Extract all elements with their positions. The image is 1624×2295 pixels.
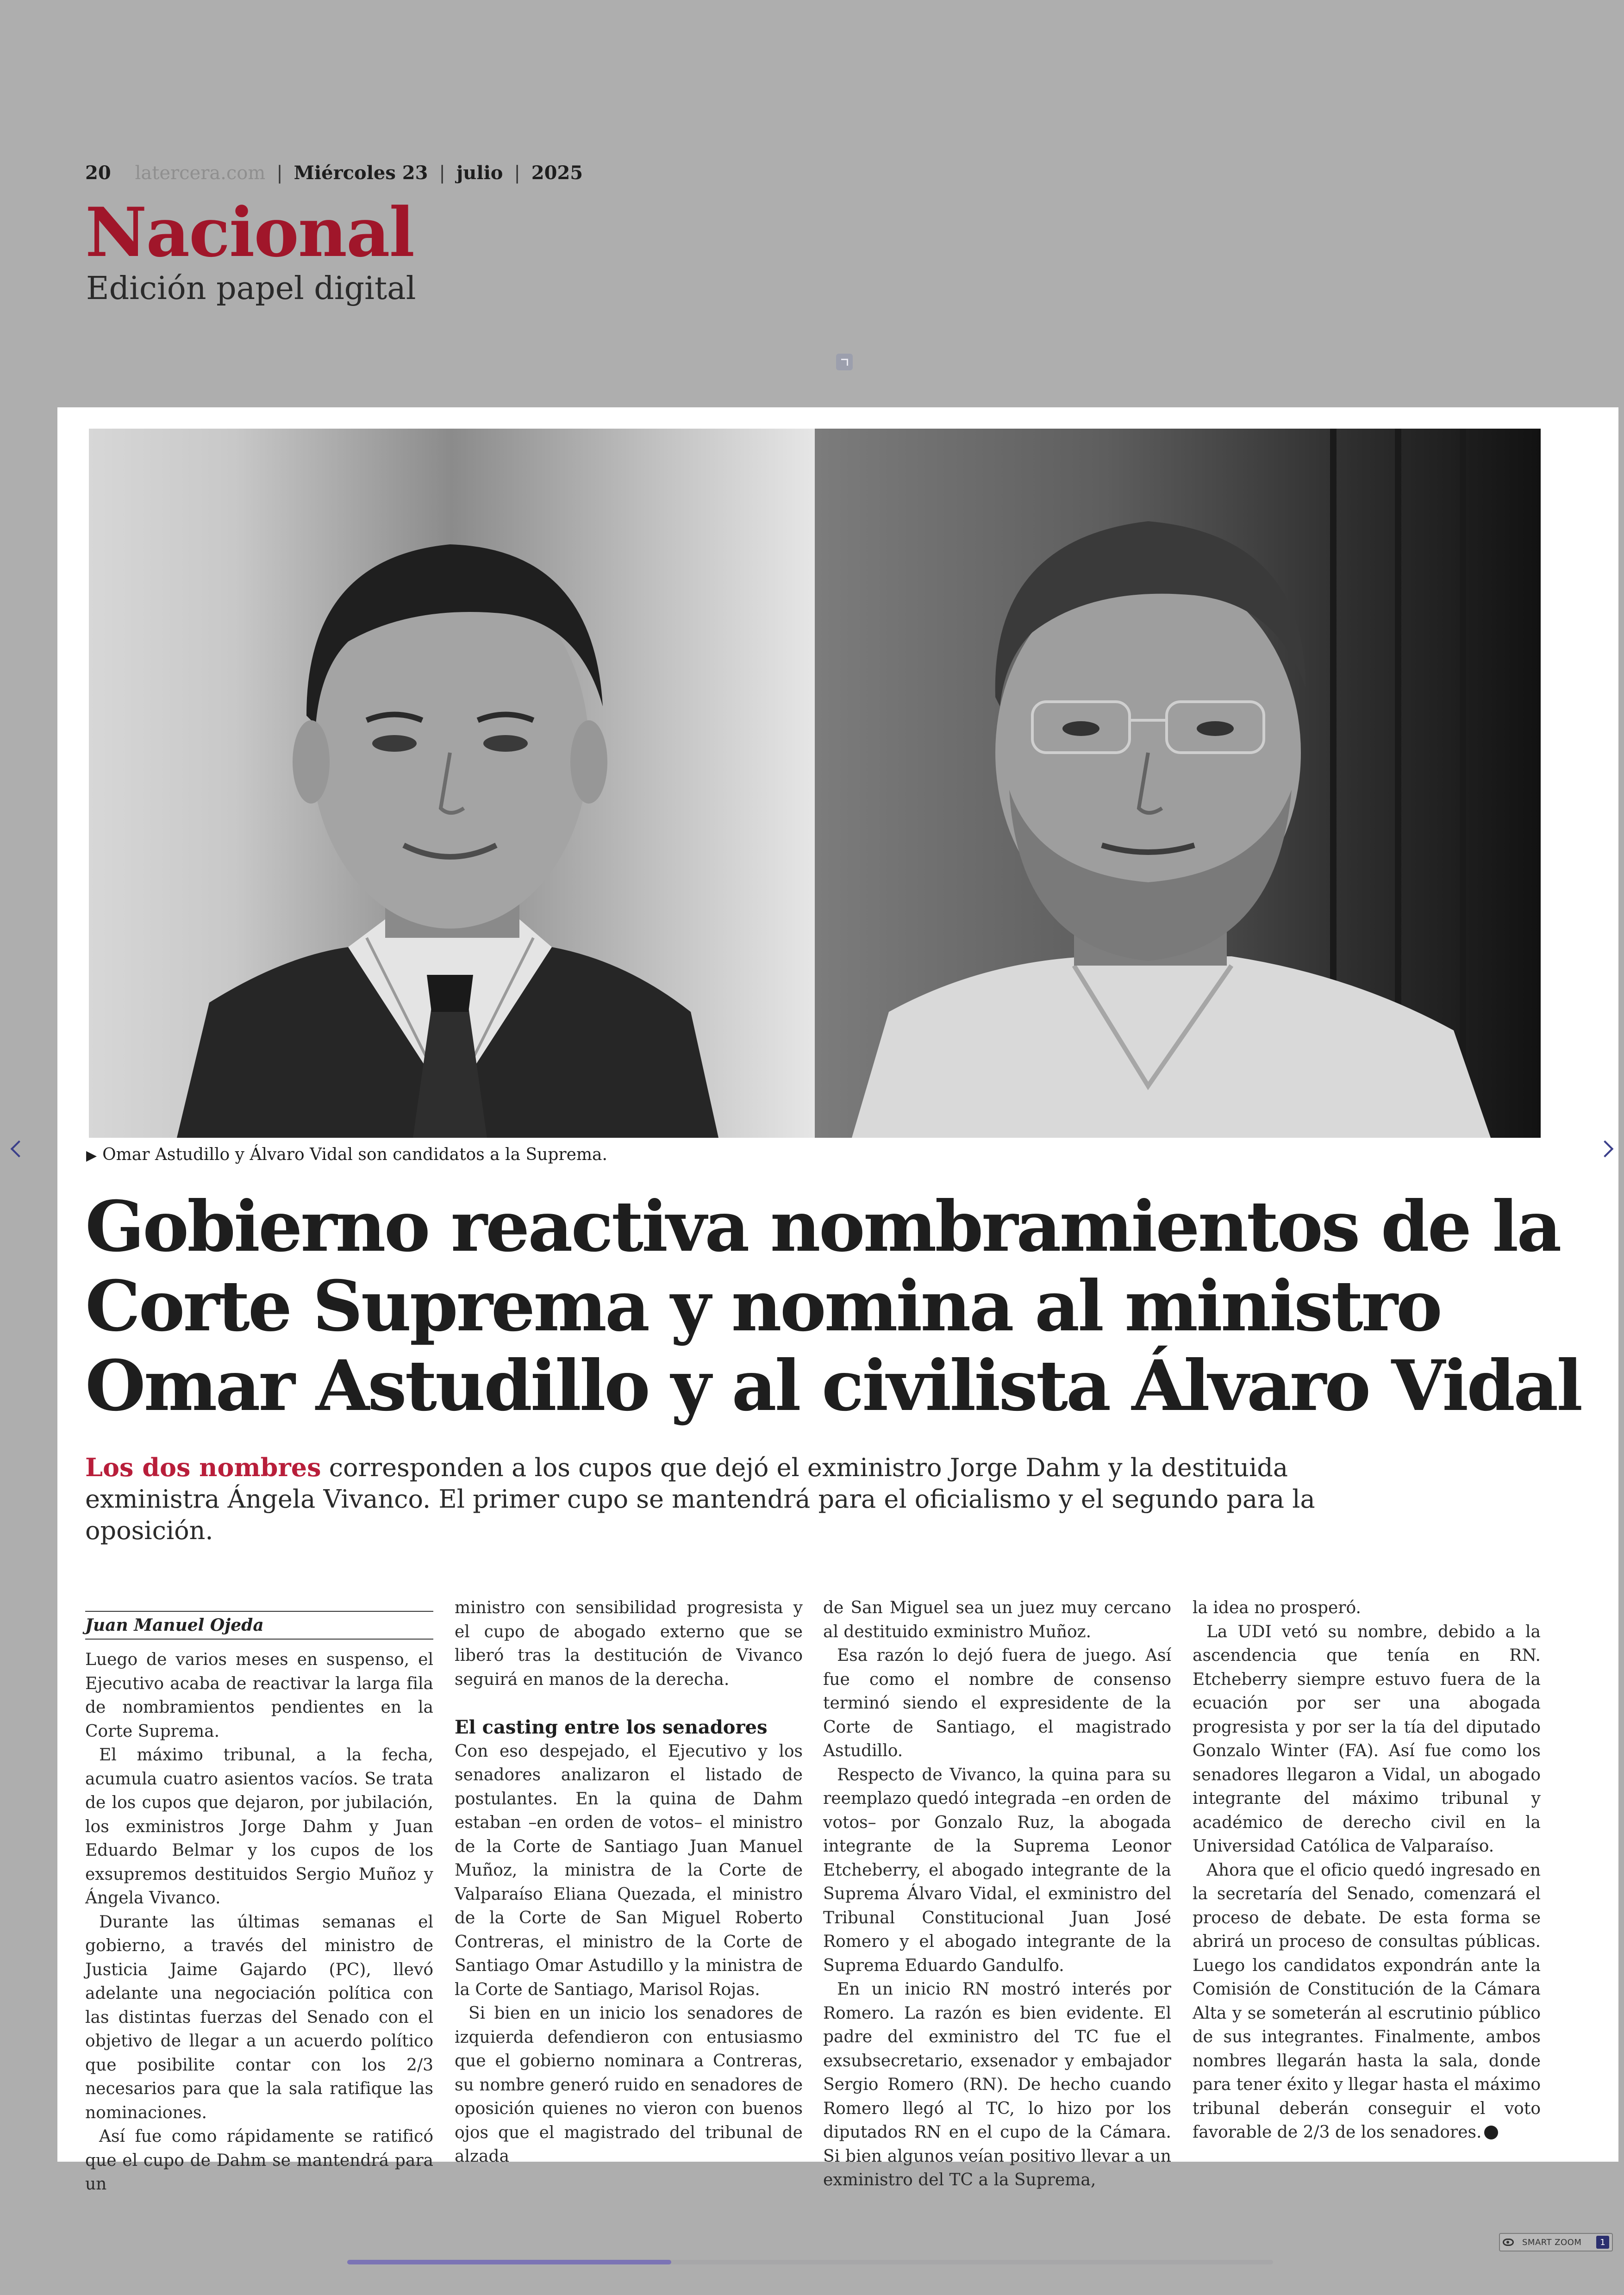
date-weekday: Miércoles 23 [294, 162, 428, 184]
portrait-left-illustration [89, 429, 815, 1138]
paragraph: Si bien en un inicio los senadores de izquierda defendieron con entusiasmo que el gobierno nominara a Contreras, su nombre generó ruido en senadores de oposición quienes no vieron con buenos ojos que el magistrado del tribunal de alzada [455, 2004, 803, 2166]
eye-icon [1503, 2239, 1514, 2246]
expand-icon[interactable] [836, 354, 853, 370]
page-number: 20 [85, 162, 111, 184]
paragraph: La UDI vetó su nombre, debido a la ascendencia que tenía en RN. Etcheberry siempre estuvo fuera de la ecuación por ser una abogada progresista y por ser la tía del diputado Gonzalo Winter (FA). Así fue como los senadores llegaron a Vidal, un abogado integrante del máximo tribunal y académico de derecho civil en la Universidad Católica de Valparaíso. [1193, 1622, 1541, 1856]
paragraph: El máximo tribunal, a la fecha, acumula cuatro asientos vacíos. Se trata de los cupos que dejaron, por jubilación, los exministros Jorge Dahm y Juan Eduardo Belmar y los cupos de los exsupremos destituidos Sergio Muñoz y Ángela Vivanco. [85, 1746, 433, 1908]
section-subtitle: Edición papel digital [86, 270, 416, 307]
paragraph: Durante las últimas semanas el gobierno, a través del ministro de Justicia Jaime Gajardo (PC), llevó adelante una negociación política con las distintas fuerzas del Senado con el objetivo de llegar a un acuerdo político que posibilite contar con los 2/3 necesarios para que la sala ratifique las nominaciones. [85, 1912, 433, 2122]
page-sheet [57, 407, 1618, 2194]
headline: Gobierno reactiva nombramientos de la Corte Suprema y nomina al ministro Omar Astudillo y al civilista Álvaro Vidal [85, 1186, 1581, 1427]
paragraph: En un inicio RN mostró interés por Romero. La razón es bien evidente. El padre del exministro del TC fue el exsubsecretario, exsenador y embajador Sergio Romero (RN). De hecho cuando Romero llegó al TC, lo hizo por los diputados RN en el cupo de la Cámara. Si bien algunos veían positivo llevar a un exministro del TC a la Suprema, [823, 1980, 1171, 2189]
deck-text: corresponden a los cupos que dejó el exministro Jorge Dahm y la destituida exministra Ángela Vivanco. El primer cupo se mantendrá para el oficialismo y el segundo para la oposición. [85, 1453, 1315, 1545]
paragraph: Esa razón lo dejó fuera de juego. Así fue como el nombre de consenso terminó siendo el expresidente de la Corte de Santiago, el magistrado Astudillo. [823, 1646, 1171, 1760]
article-column-2 [455, 1596, 803, 2169]
photo-omar-astudillo [89, 429, 815, 1138]
chevron-left-icon[interactable] [7, 1135, 26, 1163]
deck [85, 1452, 1381, 1547]
caption-text: Omar Astudillo y Álvaro Vidal son candidatos a la Suprema. [102, 1145, 607, 1164]
page-progress-bar[interactable] [347, 2260, 1273, 2264]
caption-triangle-icon: ▶ [86, 1148, 97, 1164]
smart-zoom-label: SMART ZOOM [1522, 2237, 1582, 2247]
paragraph-text: Ahora que el oficio quedó ingresado en la secretaría del Senado, comenzará el proceso de debate. De esta forma se abrirá un proceso de consultas públicas. Luego los candidatos expondrán ante la Comisión de Constitución de la Cámara Alta y se someterán al escrutinio público de sus integrantes. Finalmente, ambos nombres llegarán hasta la sala, donde para tener éxito y llegar hasta el máximo tribunal deberán conseguir el voto favorable de 2/3 de los senadores. [1193, 1860, 1541, 2142]
paragraph: Luego de varios meses en suspenso, el Ejecutivo acaba de reactivar la larga fila de nombramientos pendientes en la Corte Suprema. [85, 1650, 433, 1741]
site-name: latercera.com [135, 162, 266, 184]
date-year: 2025 [531, 162, 583, 184]
page-badge: 1 [1596, 2236, 1609, 2249]
photo-alvaro-vidal [815, 429, 1541, 1138]
end-mark-icon [1484, 2126, 1498, 2139]
paragraph: Con eso despejado, el Ejecutivo y los senadores analizaron el listado de postulantes. En la quina de Dahm estaban –en orden de votos– el ministro de la Corte de Santiago Juan Manuel Muñoz, la ministra de la Corte de Valparaíso Eliana Quezada, el ministro de la Corte de San Miguel Roberto Contreras, el ministro de la Corte de Santiago Omar Astudillo y la ministra de la Corte de Santiago, Marisol Rojas. [455, 1741, 803, 1999]
article-column-4 [1193, 1596, 1541, 2145]
deck-lead: Los dos nombres [85, 1453, 321, 1482]
byline: Juan Manuel Ojeda [85, 1611, 433, 1640]
article-column-3 [823, 1596, 1171, 2192]
paragraph: ministro con sensibilidad progresista y el cupo de abogado externo que se liberó tras la destitución de Vivanco seguirá en manos de la derecha. [455, 1598, 803, 1689]
paragraph: de San Miguel sea un juez muy cercano al destituido exministro Muñoz. [823, 1598, 1171, 1641]
chevron-right-icon[interactable] [1598, 1135, 1617, 1163]
paragraph [1193, 1858, 1541, 2145]
paragraph: Respecto de Vivanco, la quina para su reemplazo quedó integrada –en orden de votos– por Gonzalo Ruz, la abogada integrante de la Suprema Leonor Etcheberry, el abogado integrante de la Suprema Álvaro Vidal, el exministro del Tribunal Constitucional Juan José Romero y el abogado integrante de la Suprema Eduardo Gandulfo. [823, 1765, 1171, 1975]
smart-zoom-button[interactable] [1499, 2233, 1613, 2251]
paragraph: la idea no prosperó. [1193, 1598, 1361, 1617]
portrait-right-illustration [815, 429, 1541, 1138]
photo-caption [86, 1145, 607, 1164]
section-title: Nacional [85, 193, 414, 272]
masthead: 20 latercera.com | Miércoles 23 | julio | 2025 [85, 162, 583, 184]
article-column-1 [85, 1596, 433, 2196]
page-progress-fill [347, 2260, 671, 2264]
date-month: julio [456, 162, 503, 184]
subhead: El casting entre los senadores [455, 1716, 768, 1738]
paragraph: Así fue como rápidamente se ratificó que el cupo de Dahm se mantendrá para un [85, 2127, 433, 2194]
